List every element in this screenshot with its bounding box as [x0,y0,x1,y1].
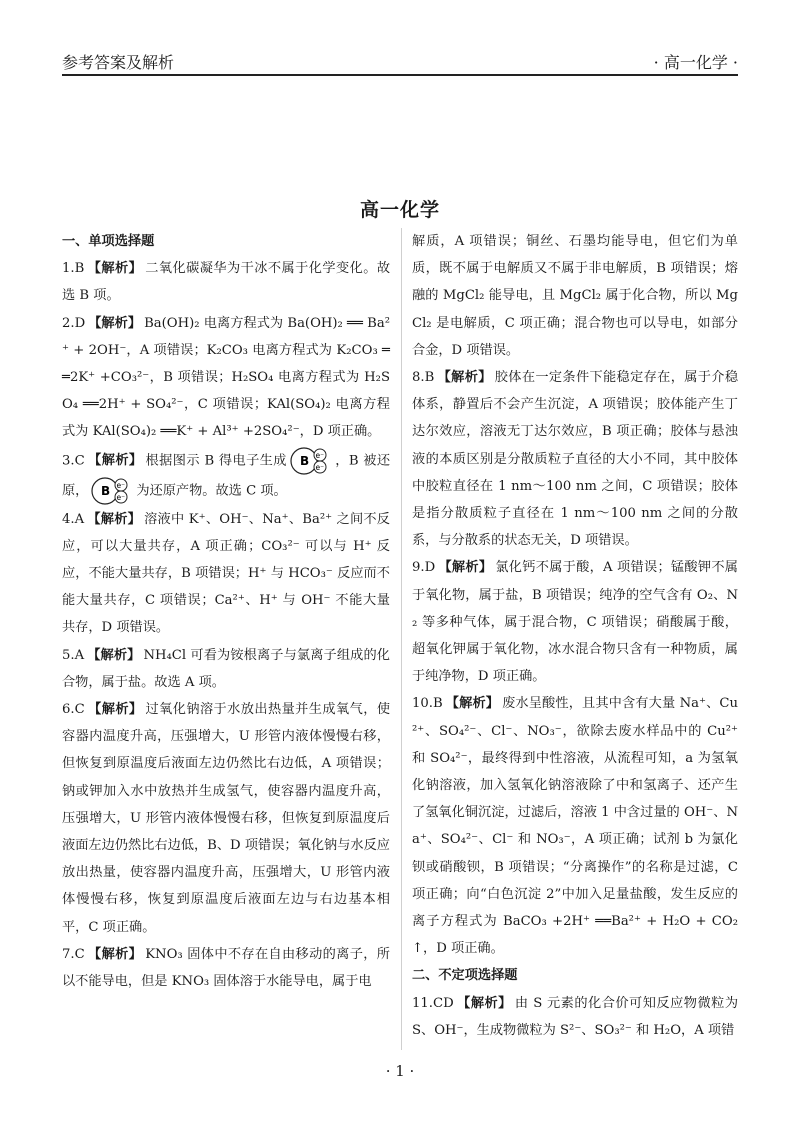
answer-text: 胶体在一定条件下能稳定存在，属于介稳体系，静置后不会产生沉淀，A 项错误；胶体能产生丁达尔效应，溶液无丁达尔效应，B 项正确；胶体与悬浊液的本质区别是分散质粒子直径的大小不同，其中胶体中胶粒直径在 1 nm～100 nm 之间，C 项错误；胶体是指分散质粒子直径在 1 nm～100 nm 之间的分散系，与分散系的状态无关，D 项错误。 [412,370,739,549]
atom-with-electrons-diagram [289,446,333,476]
header-right-title: · 高一化学 · [653,53,738,72]
answer-text: 氯化钙不属于酸，A 项错误；锰酸钾不属于氧化物，属于盐，B 项错误；纯净的空气含有 O₂、N₂ 等多种气体，属于混合物，C 项错误；硝酸属于酸，超氧化钾属于氧化物，冰水混合物只含有一种物质，属于纯净物，D 项正确。 [412,560,738,685]
answer-item [62,642,390,696]
analysis-label: 【解析】 [456,995,512,1011]
analysis-label: 【解析】 [438,560,493,576]
answer-text: 溶液中 K⁺、OH⁻、Na⁺、Ba²⁺ 之间不反应，可以大量共存，A 项正确；CO₃²⁻ 可以与 H⁺ 反应，不能大量共存，B 项错误；H⁺ 与 HCO₃⁻ 反应而不能大量共存，C 项错误；Ca²⁺、H⁺ 与 OH⁻ 不能大量共存，D 项错误。 [62,511,390,636]
answer-number: 4.A [62,511,85,527]
answer-item [62,506,390,642]
section-heading: 一、单项选择题 [62,234,155,249]
answer-number: 8.B [412,370,435,386]
right-column [412,228,738,1044]
answer-item [62,446,390,506]
analysis-label: 【解析】 [87,702,143,718]
answer-text: 过氧化钠溶于水放出热量并生成氧气，使容器内温度升高，压强增大，U 形管内液体慢慢右移，但恢复到原温度后液面左边仍然比右边低，A 项错误；钠或钾加入水中放热并生成氢气，使容器内温度升高，压强增大，U 形管内液体慢慢右移，但恢复到原温度后液面左边仍然比右边低，B、D 项错误；氧化钠与水反应放出热量，使容器内温度升高，压强增大，U 形管内液体慢慢右移，恢复到原温度后液面左边与右边基本相平，C 项正确。 [62,702,391,935]
analysis-label: 【解析】 [87,647,141,663]
svg-text:B: B [299,453,310,468]
answer-text: ，B 被还原， [62,453,391,499]
answer-item [62,941,390,995]
answer-number: 9.D [412,560,436,576]
answer-number: 6.C [62,702,85,718]
answer-text: Ba(OH)₂ 电离方程式为 Ba(OH)₂ ══ Ba²⁺ + 2OH⁻，A 项错误；K₂CO₃ 电离方程式为 K₂CO₃ ══2K⁺ +CO₃²⁻，B 项错误；H₂SO₄ 电离方程式为 H₂SO₄ ══2H⁺ + SO₄²⁻，C 项错误；KAl(SO₄)₂ 电离方程式为 KAl(SO₄)₂ ══K⁺ + Al³⁺ +2SO₄²⁻，D 项正确。 [62,315,390,440]
svg-text:e⁻: e⁻ [315,462,324,472]
answer-item [62,310,390,446]
analysis-label: 【解析】 [87,511,142,527]
svg-text:e⁻: e⁻ [315,450,324,460]
answer-text: KNO₃ 固体中不存在自由移动的离子，所以不能导电，但是 KNO₃ 固体溶于水能导电，属于电 [62,946,390,990]
svg-text:e⁻: e⁻ [116,492,126,502]
svg-text:B: B [101,483,111,498]
analysis-label: 【解析】 [437,370,492,386]
answer-text: 废水呈酸性，且其中含有大量 Na⁺、Cu²⁺、SO₄²⁻、Cl⁻、NO₃⁻，欲除去废水样品中的 Cu²⁺ 和 SO₄²⁻，最终得到中性溶液，从流程可知，a 为氢氧化钠溶液，加入氢氧化钠溶液除了中和氢离子、还产生了氢氧化铜沉淀，过滤后，溶液 1 中含过量的 OH⁻、Na⁺、SO₄²⁻、Cl⁻ 和 NO₃⁻，A 项正确；试剂 b 为氯化钡或硝酸钡，B 项错误；“分离操作”的名称是过滤，C 项正确；向“白色沉淀 2”中加入足量盐酸，发生反应的离子方程式为 BaCO₃ +2H⁺ ══Ba²⁺ + H₂O + CO₂↑，D 项正确。 [412,696,738,957]
answer-number: 10.B [412,696,443,712]
svg-text:e⁻: e⁻ [116,480,126,490]
atom-with-electrons-diagram [90,476,134,506]
answer-number: 3.C [62,453,85,469]
answer-text: NH₄Cl 可看为铵根离子与氯离子组成的化合物，属于盐。故选 A 项。 [62,647,390,690]
page-number: · 1 · [385,1062,415,1080]
document-title: 高一化学 [359,199,440,221]
answer-text: 根据图示 B 得电子生成 [145,453,287,469]
answer-number: 2.D [62,315,86,331]
answer-text: 由 S 元素的化合价可知反应物微粒为 S、OH⁻，生成物微粒为 S²⁻、SO₃²⁻ 和 H₂O，A 项错 [412,995,739,1038]
answer-number: 1.B [62,261,85,277]
answer-text: 二氧化碳凝华为干冰不属于化学变化。故选 B 项。 [62,261,391,304]
answer-item [412,990,738,1044]
answer-item [412,364,738,554]
analysis-label: 【解析】 [87,946,143,962]
analysis-label: 【解析】 [445,696,500,712]
analysis-label: 【解析】 [87,261,143,277]
answer-number: 7.C [62,946,85,962]
answer-text: 为还原产物。故选 C 项。 [136,483,287,499]
continued-text: 解质，A 项错误；铜丝、石墨均能导电，但它们为单质，既不属于电解质又不属于非电解质，B 项错误；熔融的 MgCl₂ 能导电，且 MgCl₂ 属于化合物，所以 MgCl₂ 是电解质，C 项正确；混合物也可以导电，如部分合金，D 项错误。 [412,234,738,358]
answer-item [412,554,738,690]
header-left-title: 参考答案及解析 [62,53,175,72]
page-header [62,48,738,76]
answer-item [62,696,390,941]
column-divider [401,228,402,1050]
answer-number: 5.A [62,647,85,663]
analysis-label: 【解析】 [88,315,142,331]
answer-item [62,255,390,309]
answer-number: 11.CD [412,995,454,1011]
answer-item [412,690,738,962]
analysis-label: 【解析】 [87,453,143,469]
section-heading: 二、不定项选择题 [412,968,518,984]
left-column [62,228,390,995]
